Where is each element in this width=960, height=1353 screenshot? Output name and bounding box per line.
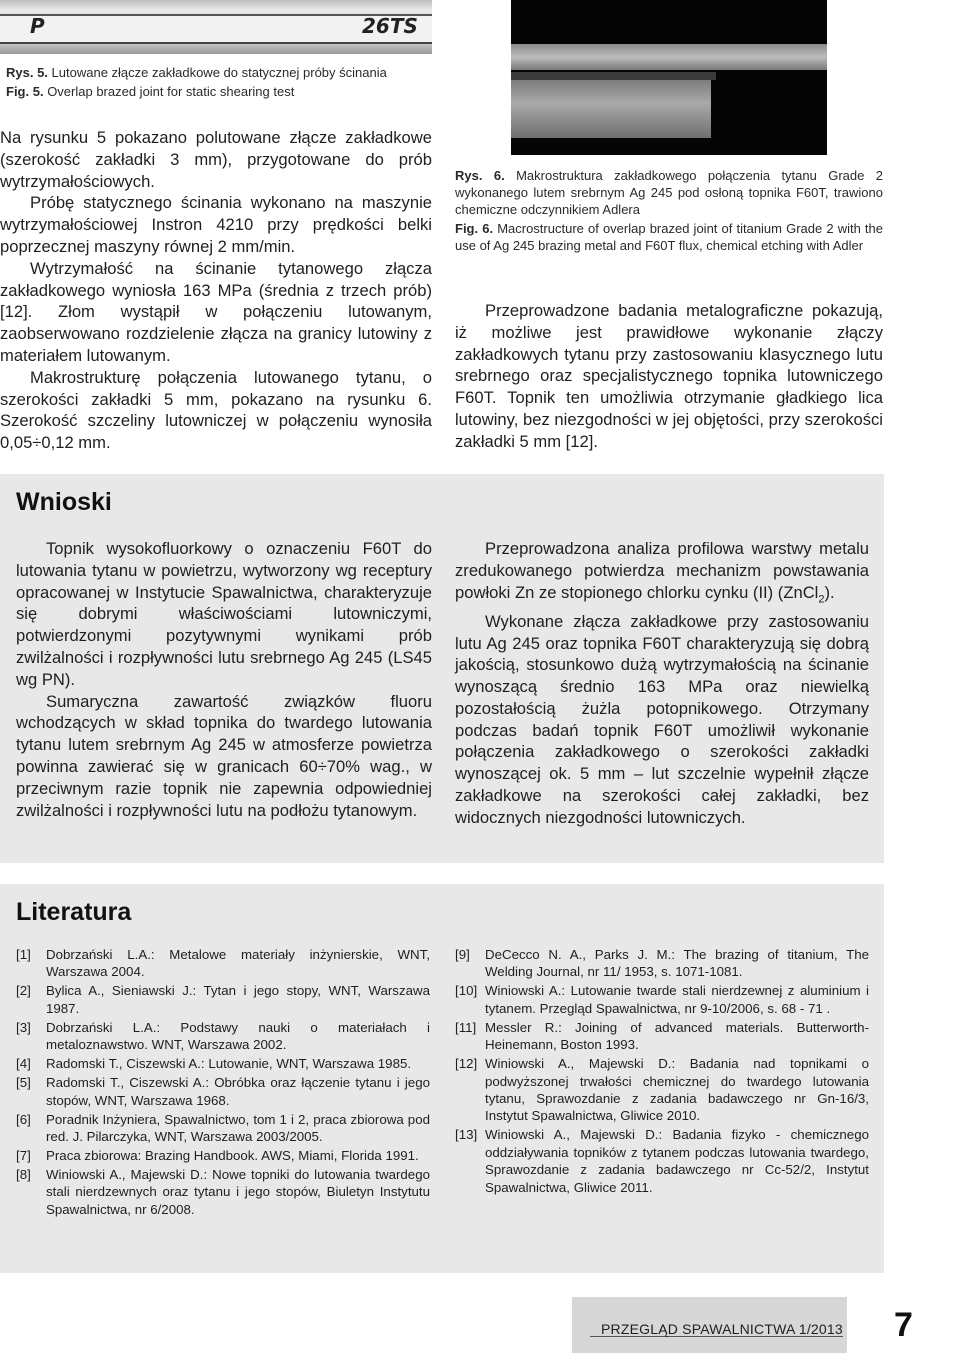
reference-item <box>455 982 869 1017</box>
reference-item <box>455 1055 869 1125</box>
reference-text: Winiowski A., Majewski D.: Badania fizyko - chemicznego oddziaływania topników z tytanem podczas lutowania twardego, Sprawozdanie z zadania badawczego nr Cc-52/2, Instytut Spawalnictwa, Gliwice 2011. <box>485 1127 869 1195</box>
reference-number: [3] <box>16 1019 31 1035</box>
caption-label: Fig. 5. <box>6 84 44 99</box>
paragraph: Makrostrukturę połączenia lutowanego tytanu, o szerokości zakładki 5 mm, pokazano na rysunku 6. Szerokość szczeliny lutowniczej w połączeniu wynosiła 0,05÷0,12 mm. <box>0 367 432 453</box>
reference-number: [12] <box>455 1056 478 1072</box>
paragraph: Przeprowadzone badania metalograficzne pokazują, iż możliwe jest prawidłowe wykonanie złączy zakładkowych tytanu przy zastosowaniu klasycznego lutu srebrnego oraz specjalistycznego topnika lutowniczego F60T. Topnik ten umożliwia otrzymanie gładkiego lica lutowiny, bez niezgodności w jej objętości, przy szerokości zakładki 5 mm [12]. <box>455 301 883 451</box>
caption-label: Rys. 6. <box>455 168 505 183</box>
reference-number: [5] <box>16 1075 31 1091</box>
paragraph: Topnik wysokofluorkowy o oznaczeniu F60T do lutowania tytanu w powietrzu, wytworzony wg receptury opracowanej w Instytucie Spawalnictwa, charakteryzuje się dobrymi właściwościami lutowniczymi, potwierdzonymi pozytywnymi wynikami prób zwilżalności i rozpływności lutu srebrnego Ag 245 (LS45 wg PN). <box>16 539 432 689</box>
caption-text: Makrostruktura zakładkowego połączenia tytanu Grade 2 wykonanego lutem srebrnym Ag 245 pod osłoną topnika F60T, trawiono chemiczne odczynnikiem Adlera <box>455 168 883 217</box>
reference-text: Winiowski A.: Lutowanie twarde stali nierdzewnej z aluminium i tytanem. Przegląd Spawalnictwa, nr 9-10/2006, s. 68 - 71 . <box>485 983 869 1016</box>
references-left <box>16 946 430 1220</box>
paragraph-text: Przeprowadzona analiza profilowa warstwy metalu zredukowanego potwierdza mechanizm powstawania powłoki Zn ze stopionego chlorku cynku (II) (ZnCl <box>455 539 869 602</box>
reference-number: [13] <box>455 1127 478 1143</box>
reference-text: DeCecco N. A., Parks J. M.: The brazing of titanium, The Welding Journal, nr 11/ 1953, s. 1071-1081. <box>485 947 869 980</box>
reference-text: Winiowski A., Majewski D.: Badania nad topnikami o podwyższonej trwałości chemicznej do twardego lutowania tytanu, Sprawozdanie z zadania badawczego nr Gn-16/3, Instytut Spawalnictwa, Gliwice 2010. <box>485 1056 869 1124</box>
paragraph: Na rysunku 5 pokazano polutowane złącze zakładkowe (szerokość zakładki 3 mm), przygotowane do prób wytrzymałościowych. <box>0 128 432 191</box>
reference-item <box>16 1055 430 1072</box>
literature-heading: Literatura <box>16 898 132 926</box>
reference-text: Radomski T., Ciszewski A.: Lutowanie, WNT, Warszawa 1985. <box>46 1056 412 1072</box>
subscript: 2 <box>818 592 825 605</box>
photo-mark-26ts: 26TS <box>362 14 418 38</box>
reference-number: [10] <box>455 983 478 999</box>
paragraph: Wytrzymałość na ścinanie tytanowego złącza zakładkowego wyniosła 163 MPa (średnia z trzech prób) [12]. Złom wystąpił w połączeniu lutowanym, zaobserwowano rozdzielenie złącza na granicy lutowiny z materiałem lutowanym. <box>0 258 432 365</box>
reference-number: [6] <box>16 1111 31 1127</box>
reference-item <box>16 1147 430 1164</box>
conclusions-left <box>16 538 432 821</box>
page-number: 7 <box>894 1306 913 1344</box>
paragraph: Sumaryczna zawartość związków fluoru wchodzących w skład topnika do twardego lutowania tytanu lutem srebrnym Ag 245 w atmosferze powietrza powinna zawierać się w granicach 60÷70% wag., w przeciwnym razie topnik nie zapewnia odpowiedniej zwilżalności i rozpływności lutu na podłożu tytanowym. <box>16 691 432 820</box>
reference-text: Praca zbiorowa: Brazing Handbook. AWS, Miami, Florida 1991. <box>46 1148 419 1164</box>
figure-5-photo <box>0 0 432 54</box>
references-right <box>455 946 869 1198</box>
reference-text: Poradnik Inżyniera, Spawalnictwo, tom 1 i 2, praca zbiorowa pod red. J. Pilarczyka, WNT, Warszawa 2003/2005. <box>46 1111 430 1145</box>
figure-6-caption <box>455 167 883 254</box>
reference-number: [9] <box>455 947 470 962</box>
paragraph-text: ). <box>824 582 835 602</box>
reference-item <box>16 1019 430 1054</box>
reference-item <box>455 1019 869 1054</box>
reference-number: [1] <box>16 947 31 962</box>
caption-label: Fig. 6. <box>455 221 494 236</box>
figure-6-photo <box>511 0 827 155</box>
reference-text: Dobrzański L.A.: Metalowe materiały inżynierskie, WNT, Warszawa 2004. <box>46 947 430 980</box>
paragraph: Wykonane złącza zakładkowe przy zastosowaniu lutu Ag 245 oraz topnika F60T charakteryzują się dobrą jakością, stosunkowo dużą wytrzymałością na ścinanie wynoszącą średnio 163 MPa oraz niewielką pozostałością żużla potopnikowego. Otrzymany podczas badań topnik F60T umożliwił wykonanie połączenia zakładkowego o szerokości zakładki wynoszącej ok. 5 mm – lut szczelnie wypełnił złącze zakładkowe na szerokości całej zakładki, bez widocznych niezgodności lutowniczych. <box>455 611 869 827</box>
paragraph <box>455 538 869 611</box>
reference-item <box>455 946 869 981</box>
caption-label: Rys. 5. <box>6 65 48 80</box>
conclusions-right <box>455 538 869 829</box>
reference-item <box>455 1126 869 1196</box>
journal-name: PRZEGLĄD SPAWALNICTWA 1/2013 <box>601 1321 843 1337</box>
reference-item <box>16 1074 430 1109</box>
reference-text: Radomski T., Ciszewski A.: Obróbka oraz łączenie tytanu i jego stopów, WNT, Warszawa 1968. <box>46 1075 430 1108</box>
photo-mark-p: P <box>30 14 45 38</box>
paragraph: Próbę statycznego ścinania wykonano na maszynie wytrzymałościowej Instron 4210 przy prędkości belki poprzecznej maszyny równej 2 mm/min. <box>0 193 432 256</box>
caption-text: Macrostructure of overlap brazed joint of titanium Grade 2 with the use of Ag 245 brazing metal and F60T flux, chemical etching with Adler <box>455 221 883 253</box>
caption-text: Overlap brazed joint for static shearing test <box>47 84 295 99</box>
reference-item <box>16 982 430 1017</box>
reference-number: [8] <box>16 1167 31 1183</box>
reference-item <box>16 946 430 981</box>
reference-number: [11] <box>455 1019 477 1035</box>
conclusions-heading: Wnioski <box>16 488 112 516</box>
reference-number: [2] <box>16 983 31 999</box>
reference-number: [4] <box>16 1056 31 1072</box>
caption-text: Lutowane złącze zakładkowe do statycznej próby ścinania <box>51 65 387 80</box>
reference-text: Bylica A., Sieniawski J.: Tytan i jego stopy, WNT, Warszawa 1987. <box>46 983 430 1016</box>
reference-text: Dobrzański L.A.: Podstawy nauki o materiałach i metaloznawstwo. WNT, Warszawa 2002. <box>46 1019 430 1053</box>
reference-item <box>16 1166 430 1218</box>
reference-text: Messler R.: Joining of advanced materials. Butterworth-Heinemann, Boston 1993. <box>485 1019 869 1053</box>
reference-number: [7] <box>16 1148 31 1164</box>
reference-text: Winiowski A., Majewski D.: Nowe topniki do lutowania twardego stali nierdzewnych oraz tytanu i jego stopów, Biuletyn Instytutu Spawalnictwa, nr 6/2008. <box>46 1167 430 1217</box>
reference-item <box>16 1111 430 1146</box>
right-column-text <box>455 300 883 453</box>
left-column-text <box>0 127 432 454</box>
figure-5-caption <box>6 64 426 100</box>
